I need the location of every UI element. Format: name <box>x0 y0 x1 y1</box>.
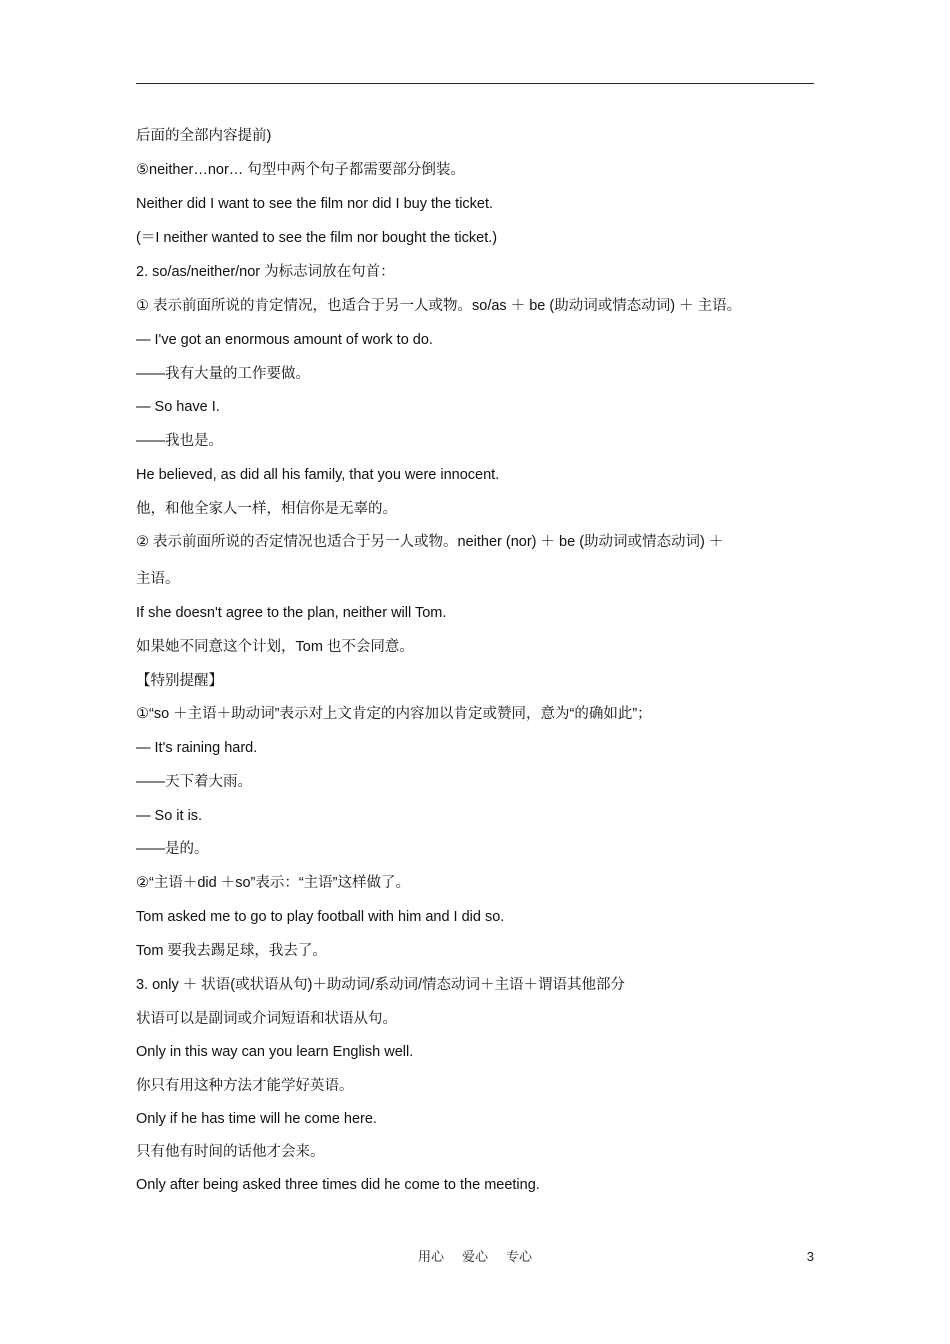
text-line: 如果她不同意这个计划，Tom 也不会同意。 <box>136 639 414 655</box>
text-line: ② 表示前面所说的否定情况也适合于另一人或物。neither (nor) ＋ be (助动词或情态动词) ＋ <box>136 534 724 550</box>
text-line: He believed, as did all his family, that you were innocent. <box>136 467 500 483</box>
page-number: 3 <box>806 1249 814 1264</box>
text-line: (＝I neither wanted to see the film nor bought the ticket.) <box>136 230 498 246</box>
footer-word: 用心 <box>417 1249 444 1264</box>
text-line: Neither did I want to see the film nor did I buy the ticket. <box>136 196 494 212</box>
text-line: ②“主语＋did ＋so”表示：“主语”这样做了。 <box>136 875 411 891</box>
text-line: ①“so ＋主语＋助动词”表示对上文肯定的内容加以肯定或赞同，意为“的确如此”； <box>136 706 652 722</box>
text-line: — So it is. <box>136 808 203 824</box>
text-line: If she doesn't agree to the plan, neither will Tom. <box>136 605 447 621</box>
text-line: 后面的全部内容提前) <box>136 128 272 144</box>
text-line: 【特别提醒】 <box>136 673 223 689</box>
text-line: ——我也是。 <box>136 433 223 449</box>
text-line: ——是的。 <box>136 841 209 857</box>
text-line: 只有他有时间的话他才会来。 <box>136 1144 325 1160</box>
text-line: 你只有用这种方法才能学好英语。 <box>136 1078 354 1094</box>
text-line: Only in this way can you learn English well. <box>136 1044 414 1060</box>
text-line: 2. so/as/neither/nor 为标志词放在句首： <box>136 264 395 280</box>
text-line: Tom asked me to go to play football with him and I did so. <box>136 909 505 925</box>
text-line: ——我有大量的工作要做。 <box>136 366 310 382</box>
text-line: 主语。 <box>136 571 180 587</box>
document-body <box>136 0 814 1230</box>
text-line: Tom 要我去踢足球，我去了。 <box>136 943 327 959</box>
text-line: — So have I. <box>136 399 220 415</box>
text-line: 3. only ＋ 状语(或状语从句)＋助动词/系动词/情态动词＋主语＋谓语其他部分 <box>136 977 625 993</box>
text-line: Only after being asked three times did he come to the meeting. <box>136 1177 540 1193</box>
text-line: — I've got an enormous amount of work to do. <box>136 332 433 348</box>
text-line: — It's raining hard. <box>136 740 258 756</box>
text-line: 他，和他全家人一样，相信你是无辜的。 <box>136 501 397 517</box>
footer-word: 专心 <box>506 1249 533 1264</box>
text-line: ⑤neither…nor… 句型中两个句子都需要部分倒装。 <box>136 162 465 178</box>
text-line: Only if he has time will he come here. <box>136 1111 377 1127</box>
footer-word: 爱心 <box>461 1249 488 1264</box>
text-line: ① 表示前面所说的肯定情况，也适合于另一人或物。so/as ＋ be (助动词或情态动词) ＋ 主语。 <box>136 298 742 314</box>
text-line: 状语可以是副词或介词短语和状语从句。 <box>136 1011 397 1027</box>
text-line: ——天下着大雨。 <box>136 774 252 790</box>
